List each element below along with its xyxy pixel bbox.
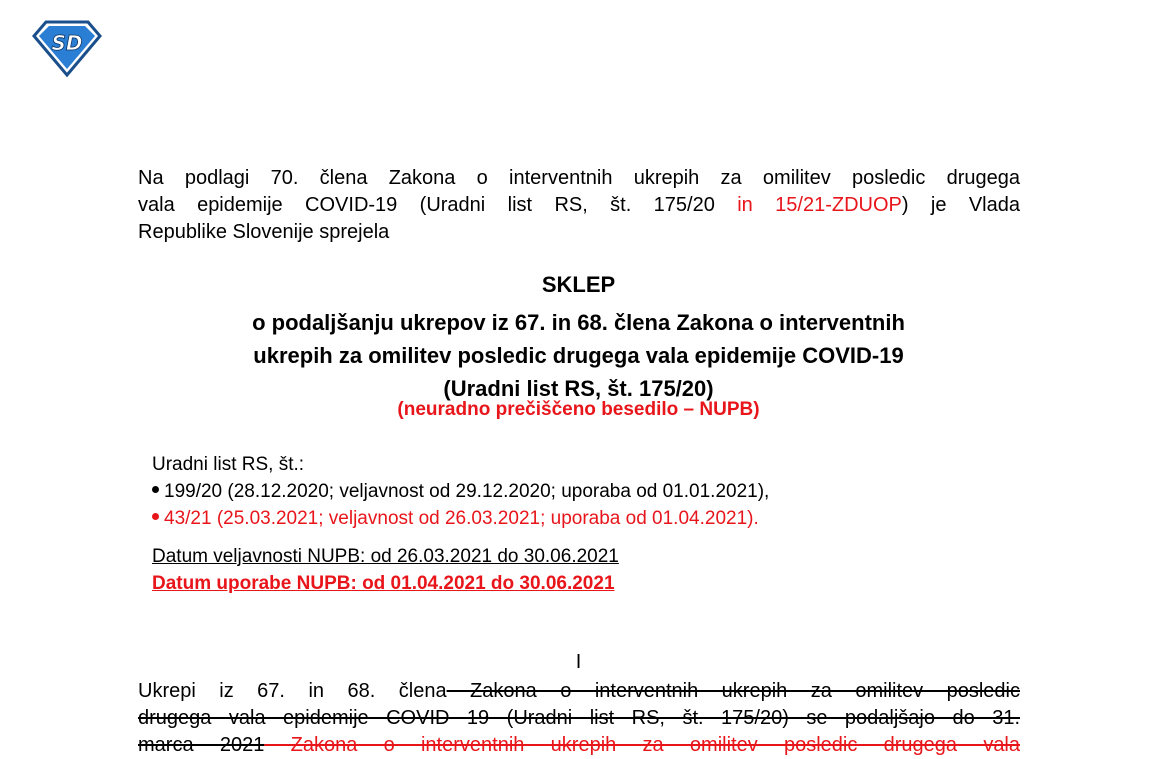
document-subtitle xyxy=(0,306,1157,405)
gazette-label: Uradni list RS, št.: xyxy=(152,454,305,475)
nupb-note: (neuradno prečiščeno besedilo – NUPB) xyxy=(397,399,760,420)
document-title: SKLEP xyxy=(541,272,616,297)
intro-line-1: Na podlagi 70. člena Zakona o interventnih ukrepih za omilitev posledic drugega xyxy=(138,167,1020,189)
subtitle-line: o podaljšanju ukrepov iz 67. in 68. člena Zakona o interventnih xyxy=(252,310,905,335)
deleted-amendment-text: Zakona o interventnih ukrepih za omilitev posledic drugega vala xyxy=(264,734,1021,756)
sd-diamond-logo-icon xyxy=(30,18,104,78)
deleted-text: Zakona o interventnih ukrepih za omilitev posledic xyxy=(446,680,1020,702)
section-number: I xyxy=(575,651,582,673)
application-date: Datum uporabe NUPB: od 01.04.2021 do 30.06.2021 xyxy=(152,573,615,594)
deleted-text: marca 2021 xyxy=(138,734,265,756)
section-line-3 xyxy=(138,732,1020,759)
gazette-item-text: 199/20 (28.12.2020; veljavnost od 29.12.2020; uporaba od 01.01.2021), xyxy=(164,481,770,502)
section-line-1 xyxy=(138,678,1020,705)
amendment-reference: in 15/21-ZDUOP xyxy=(714,194,902,216)
intro-text: vala epidemije COVID-19 (Uradni list RS, št. 175/20 xyxy=(138,194,715,216)
section-text: Ukrepi iz 67. in 68. člena xyxy=(138,680,447,702)
gazette-item xyxy=(152,506,759,532)
section-line-2: drugega vala epidemije COVID 19 (Uradni list RS, št. 175/20) se podaljšajo do 31. xyxy=(138,707,1020,729)
gazette-item-text: 43/21 (25.03.2021; veljavnost od 26.03.2021; uporaba od 01.04.2021). xyxy=(164,508,759,529)
intro-text: ) je Vlada xyxy=(901,194,1020,216)
intro-line-2 xyxy=(138,192,1020,219)
bullet-icon xyxy=(152,513,159,520)
intro-line-3: Republike Slovenije sprejela xyxy=(138,221,390,243)
gazette-item xyxy=(152,479,769,505)
bullet-icon xyxy=(152,486,159,493)
subtitle-line: (Uradni list RS, št. 175/20) xyxy=(443,376,714,401)
svg-text:SD: SD xyxy=(51,31,83,55)
validity-date: Datum veljavnosti NUPB: od 26.03.2021 do 30.06.2021 xyxy=(152,546,619,567)
subtitle-line: ukrepih za omilitev posledic drugega vala epidemije COVID-19 xyxy=(253,343,904,368)
